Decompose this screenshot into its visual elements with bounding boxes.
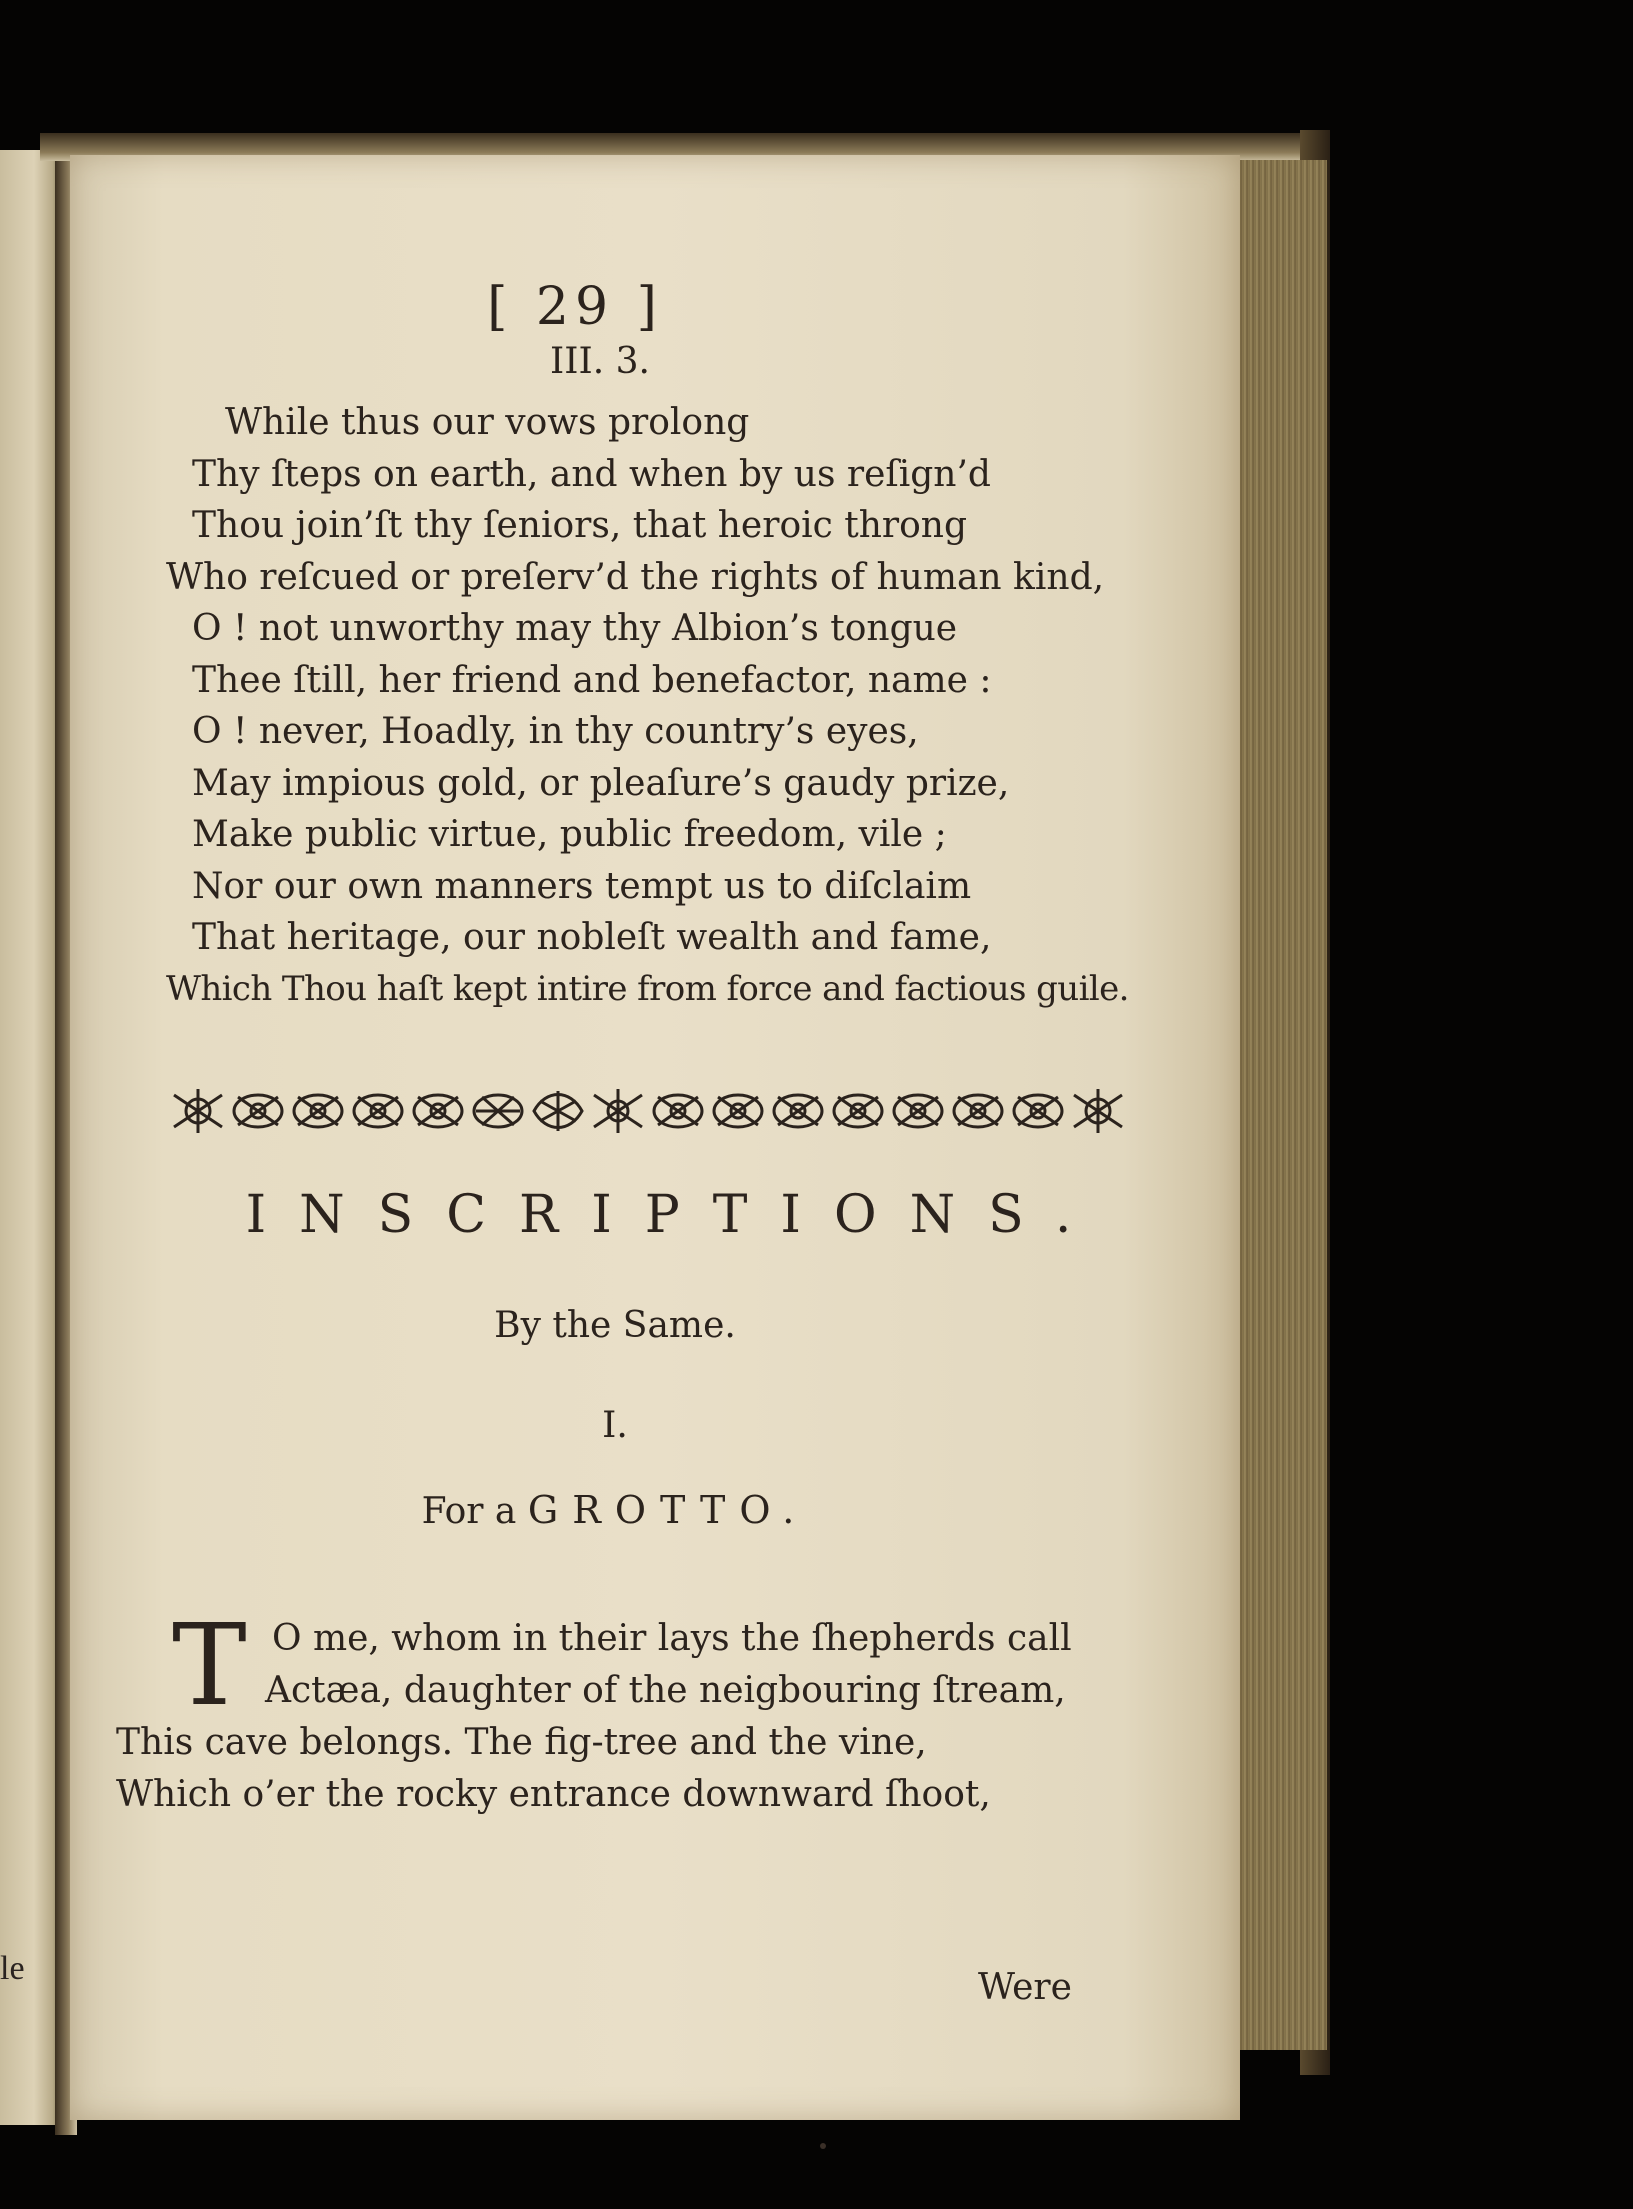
ornament-rosette bbox=[774, 1095, 822, 1127]
stanza-line: While thus our vows prolong bbox=[225, 402, 750, 443]
ornament-rosette bbox=[1074, 1089, 1122, 1133]
stanza-line: Which Thou haſt kept intire from force and factious guile. bbox=[166, 968, 1129, 1009]
inscription-line: Which o’er the rocky entrance downward ſhoot, bbox=[116, 1774, 991, 1815]
book-fore-edge bbox=[1237, 160, 1327, 2050]
ornament-rosette bbox=[894, 1095, 942, 1127]
inscription-title bbox=[70, 1488, 1240, 1532]
ornament-rosette bbox=[234, 1095, 282, 1127]
ornament-rosette bbox=[954, 1095, 1002, 1127]
book-page bbox=[70, 155, 1240, 2120]
ornament-rosette bbox=[594, 1089, 642, 1133]
stanza-line: O ! not unworthy may thy Albion’s tongue bbox=[192, 608, 958, 649]
stanza-line: Nor our own manners tempt us to diſclaim bbox=[192, 865, 972, 907]
ornament-rosette bbox=[654, 1095, 702, 1127]
stanza-line: Thy ſteps on earth, and when by us reſign’d bbox=[192, 453, 991, 495]
ornament-rosette bbox=[714, 1095, 762, 1127]
printers-ornament-band bbox=[168, 1085, 1138, 1137]
byline: By the Same. bbox=[494, 1305, 736, 1346]
stanza-line: Thou join’ſt thy ſeniors, that heroic throng bbox=[192, 505, 968, 546]
stanza-line: O ! never, Hoadly, in thy country’s eyes, bbox=[192, 711, 919, 752]
inscription-number: I. bbox=[602, 1405, 628, 1446]
facing-page-text-fragment: le bbox=[0, 1950, 25, 1987]
catchword: Were bbox=[978, 1967, 1072, 2008]
stanza-line: May impious gold, or pleaſure’s gaudy prize, bbox=[192, 762, 1010, 804]
ornament-rosette bbox=[474, 1095, 522, 1127]
stanza-line: Who reſcued or preſerv’d the rights of human kind, bbox=[166, 556, 1105, 598]
ornament-rosette bbox=[354, 1095, 402, 1127]
page-content bbox=[70, 155, 1240, 2120]
page-speck bbox=[820, 2143, 826, 2149]
ode-stanza bbox=[70, 397, 1240, 1015]
ornament-rosette bbox=[414, 1095, 462, 1127]
inscription-title-prefix: For a bbox=[421, 1491, 517, 1532]
page-number-header: [ 29 ] bbox=[487, 277, 663, 337]
section-number: III. 3. bbox=[550, 341, 650, 382]
inscription-text bbox=[70, 1613, 1240, 1821]
ornament-rosette bbox=[834, 1095, 882, 1127]
inscription-line: Actæa, daughter of the neigbouring ſtream, bbox=[265, 1670, 1066, 1711]
inscription-line: O me, whom in their lays the ſhepherds call bbox=[272, 1618, 1072, 1659]
section-heading-inscriptions: INSCRIPTIONS. bbox=[245, 1185, 1105, 1245]
stanza-line: Thee ſtill, her friend and benefactor, name : bbox=[192, 659, 992, 701]
ornament-rosette bbox=[174, 1089, 222, 1133]
inscription-title-caps: GROTTO. bbox=[527, 1488, 809, 1532]
ornament-rosette bbox=[534, 1091, 582, 1131]
ornament-rosette bbox=[294, 1095, 342, 1127]
stanza-line: That heritage, our nobleſt wealth and fame, bbox=[192, 917, 992, 958]
inscription-line: This cave belongs. The fig-tree and the vine, bbox=[116, 1722, 927, 1763]
facing-page-edge bbox=[0, 150, 62, 2125]
ornament-rosette bbox=[1014, 1095, 1062, 1127]
stanza-line: Make public virtue, public freedom, vile ; bbox=[192, 814, 947, 855]
drop-cap: T bbox=[172, 1601, 247, 1731]
